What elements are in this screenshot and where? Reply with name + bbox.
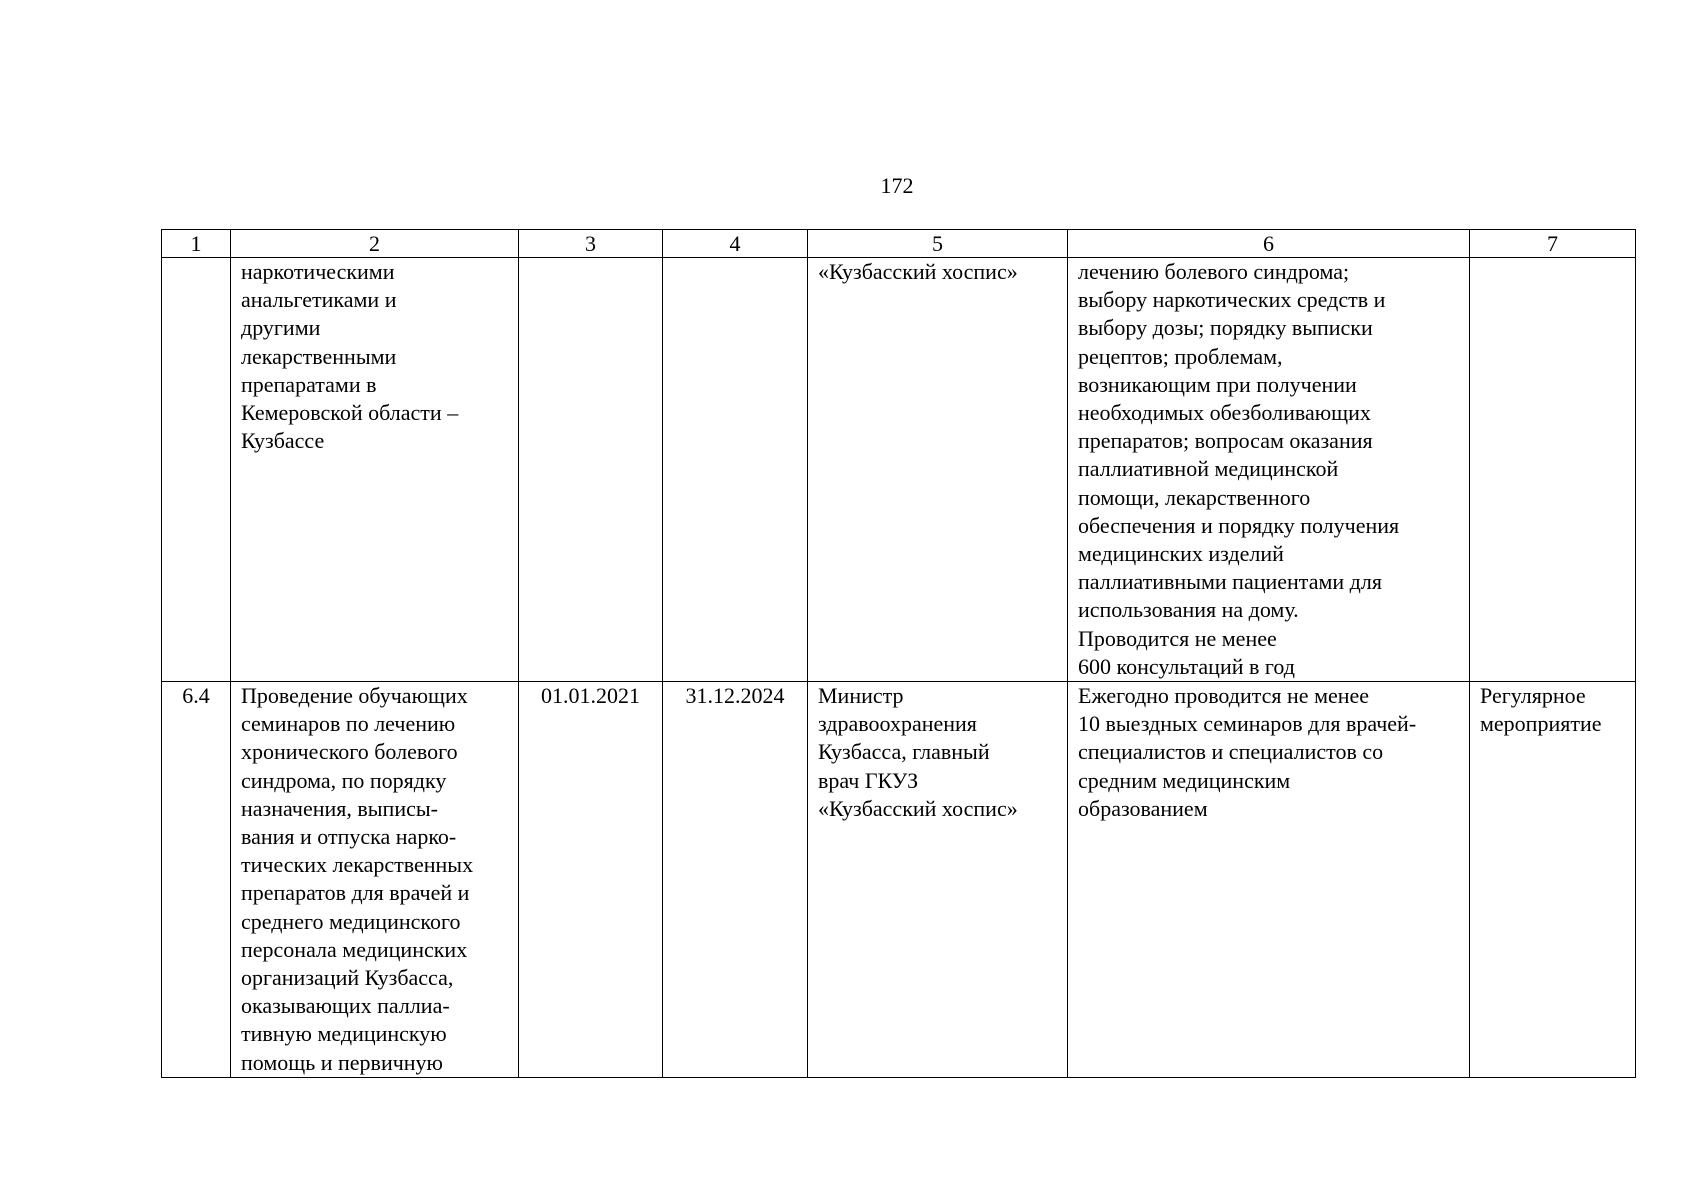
page-number: 172 <box>880 173 914 198</box>
measure-title-cell-line: лекарственными <box>241 343 397 369</box>
end-date-cell <box>663 258 808 682</box>
expected-result-cell-line: средним медицинским <box>1078 767 1291 793</box>
column-number-row <box>162 230 1636 258</box>
column-number-4: 4 <box>663 230 808 258</box>
measure-title-cell-line: назначения, выписы- <box>241 795 438 821</box>
expected-result-cell-line: Проводится не менее <box>1078 625 1277 651</box>
expected-result-cell-line: 10 выездных семинаров для врачей- <box>1078 711 1417 737</box>
responsible-cell-line: Министр <box>818 683 904 709</box>
column-number-3: 3 <box>519 230 663 258</box>
measure-title-cell-line: организаций Кузбасса, <box>241 965 454 991</box>
responsible-cell-line: «Кузбасский хоспис» <box>818 259 1018 284</box>
expected-result-cell-line: препаратов; вопросам оказания <box>1078 428 1373 454</box>
expected-result-cell-line: 600 консультаций в год <box>1078 653 1295 679</box>
responsible-cell <box>808 682 1068 1078</box>
measure-title-cell-line: персонала медицинских <box>241 936 468 962</box>
table-row <box>162 258 1636 682</box>
expected-result-cell-line: образованием <box>1078 795 1208 821</box>
item-number-cell <box>162 258 231 682</box>
column-number-2: 2 <box>231 230 519 258</box>
responsible-cell <box>808 258 1068 682</box>
measure-title-cell-line: наркотическими <box>241 259 395 284</box>
expected-result-cell <box>1068 682 1470 1078</box>
expected-result-cell-line: выбору наркотических средств и <box>1078 287 1386 313</box>
expected-result-cell-line: медицинских изделий <box>1078 541 1284 567</box>
measure-title-cell-line: Проведение обучающих <box>241 683 468 709</box>
expected-result-cell-line: помощи, лекарственного <box>1078 484 1311 510</box>
measure-type-cell-line: мероприятие <box>1480 711 1602 737</box>
measure-title-cell-line: помощь и первичную <box>241 1049 443 1075</box>
measure-title-cell-line: другими <box>241 315 321 341</box>
measure-title-cell-line: хронического болевого <box>241 739 458 765</box>
expected-result-cell-line: обеспечения и порядку получения <box>1078 512 1400 538</box>
measure-title-cell-line: Кемеровской области – <box>241 400 459 426</box>
responsible-cell-line: «Кузбасский хоспис» <box>818 795 1018 821</box>
measure-title-cell-line: синдрома, по порядку <box>241 767 447 793</box>
responsible-cell-line: здравоохранения <box>818 711 977 737</box>
measure-type-cell-line: Регулярное <box>1480 683 1586 709</box>
start-date-cell: 01.01.2021 <box>519 682 663 1078</box>
expected-result-cell-line: рецептов; проблемам, <box>1078 343 1283 369</box>
expected-result-cell-line: необходимых обезболивающих <box>1078 400 1371 426</box>
expected-result-cell-line: использования на дому. <box>1078 597 1299 623</box>
measure-title-cell-line: препаратами в <box>241 371 377 397</box>
column-number-5: 5 <box>808 230 1068 258</box>
measure-title-cell-line: вания и отпуска нарко- <box>241 824 457 850</box>
expected-result-cell-line: Ежегодно проводится не менее <box>1078 683 1370 709</box>
measure-title-cell-line: тивную медицинскую <box>241 1021 447 1047</box>
expected-result-cell <box>1068 258 1470 682</box>
end-date-cell: 31.12.2024 <box>663 682 808 1078</box>
column-number-6: 6 <box>1068 230 1470 258</box>
responsible-cell-line: Кузбасса, главный <box>818 739 990 765</box>
item-number-cell: 6.4 <box>162 682 231 1078</box>
measure-title-cell <box>231 682 519 1078</box>
expected-result-cell-line: возникающим при получении <box>1078 371 1357 397</box>
start-date-cell <box>519 258 663 682</box>
responsible-cell-line: врач ГКУЗ <box>818 767 919 793</box>
measures-table <box>161 229 1636 1078</box>
measure-title-cell-line: анальгетиками и <box>241 287 397 313</box>
measure-title-cell-line: тических лекарственных <box>241 852 474 878</box>
column-number-1: 1 <box>162 230 231 258</box>
expected-result-cell-line: лечению болевого синдрома; <box>1078 259 1350 284</box>
measure-type-cell <box>1470 682 1636 1078</box>
table-row <box>162 682 1636 1078</box>
measure-title-cell-line: среднего медицинского <box>241 908 461 934</box>
column-number-7: 7 <box>1470 230 1636 258</box>
expected-result-cell-line: паллиативными пациентами для <box>1078 569 1382 595</box>
expected-result-cell-line: специалистов и специалистов со <box>1078 739 1384 765</box>
measure-title-cell <box>231 258 519 682</box>
measure-title-cell-line: Кузбассе <box>241 428 325 454</box>
measure-title-cell-line: семинаров по лечению <box>241 711 456 737</box>
measure-title-cell-line: препаратов для врачей и <box>241 880 470 906</box>
expected-result-cell-line: паллиативной медицинской <box>1078 456 1339 482</box>
expected-result-cell-line: выбору дозы; порядку выписки <box>1078 315 1373 341</box>
measure-title-cell-line: оказывающих паллиа- <box>241 993 450 1019</box>
measure-type-cell <box>1470 258 1636 682</box>
